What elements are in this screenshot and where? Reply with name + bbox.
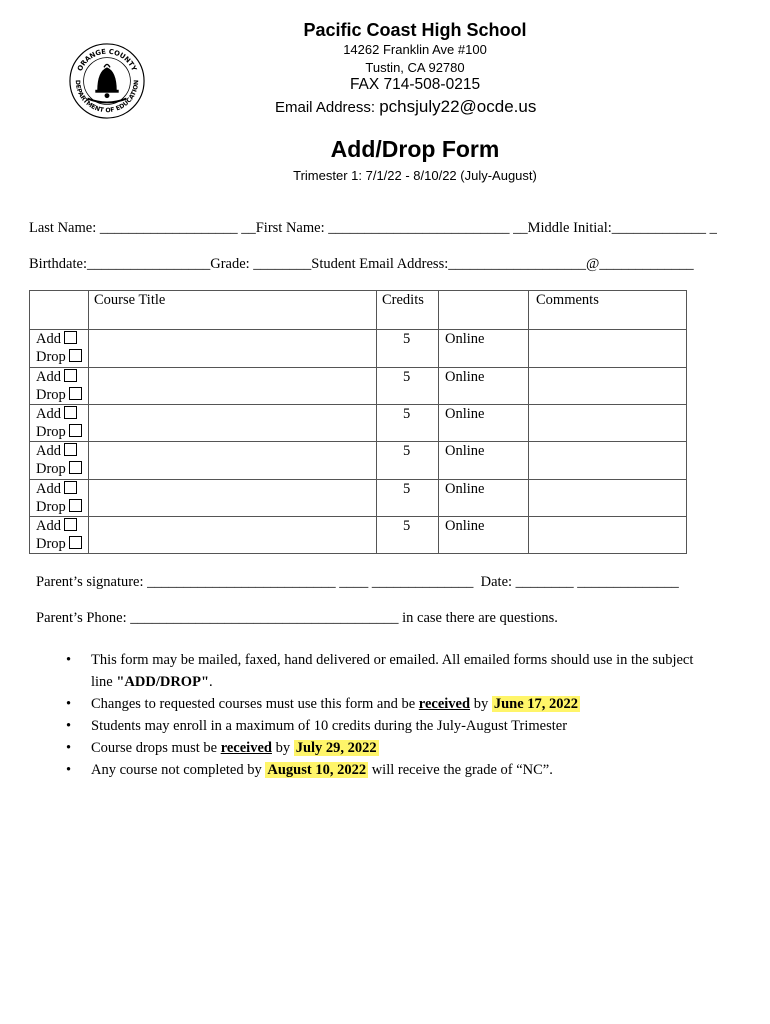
highlight-july-29: July 29, 2022: [295, 740, 377, 756]
add-checkbox[interactable]: [64, 369, 77, 382]
course-type-cell: Online: [445, 481, 485, 497]
add-option[interactable]: Add: [36, 480, 82, 498]
parent-signature-line[interactable]: Parent’s signature: __________________________ ____ ______________ Date: ________ ______________: [36, 574, 679, 590]
name-fields-line[interactable]: Last Name: ___________________ __First Name: _________________________ __Middle Initial:_____________ _: [29, 220, 717, 236]
drop-checkbox[interactable]: [69, 536, 82, 549]
trimester-dates: Trimester 1: 7/1/22 - 8/10/22 (July-August): [293, 168, 537, 183]
rule-drops-deadline: • Course drops must be received by July 29, 2022: [66, 737, 706, 759]
drop-option[interactable]: Drop: [36, 386, 82, 404]
birth-grade-email-line[interactable]: Birthdate:_________________Grade: ________Student Email Address:___________________@_____________: [29, 256, 694, 272]
course-row: [30, 517, 686, 554]
add-checkbox[interactable]: [64, 406, 77, 419]
add-option[interactable]: Add: [36, 405, 82, 423]
course-type-cell: Online: [445, 443, 485, 459]
course-row: [30, 442, 686, 479]
add-option[interactable]: Add: [36, 517, 82, 535]
header-course-title: Course Title: [94, 292, 166, 308]
add-drop-cell: [36, 405, 82, 441]
drop-option[interactable]: Drop: [36, 460, 82, 478]
add-drop-cell: [36, 330, 82, 366]
credits-cell: 5: [403, 481, 411, 497]
add-checkbox[interactable]: [64, 443, 77, 456]
add-checkbox[interactable]: [64, 481, 77, 494]
course-type-cell: Online: [445, 518, 485, 534]
course-row: [30, 480, 686, 517]
rule-submission: • This form may be mailed, faxed, hand delivered or emailed. All emailed forms should use in the subject line "ADD/DROP".: [66, 649, 706, 693]
add-drop-cell: [36, 480, 82, 516]
course-type-cell: Online: [445, 331, 485, 347]
fax-number: FAX 714-508-0215: [349, 76, 481, 93]
course-row: [30, 405, 686, 442]
seal-bottom-text: DEPARTMENT OF EDUCATION: [73, 79, 141, 115]
highlight-august-10: August 10, 2022: [267, 762, 367, 778]
drop-option[interactable]: Drop: [36, 535, 82, 553]
add-drop-cell: [36, 368, 82, 404]
credits-cell: 5: [403, 331, 411, 347]
school-name: Pacific Coast High School: [303, 20, 527, 40]
course-row: [30, 330, 686, 367]
add-checkbox[interactable]: [64, 518, 77, 531]
drop-option[interactable]: Drop: [36, 498, 82, 516]
course-type-cell: Online: [445, 406, 485, 422]
credits-cell: 5: [403, 406, 411, 422]
drop-option[interactable]: Drop: [36, 348, 82, 366]
header-credits: Credits: [382, 292, 424, 308]
parent-phone-line[interactable]: Parent’s Phone: _____________________________________ in case there are questions.: [36, 610, 558, 626]
email-label: Email Address:: [275, 99, 376, 116]
drop-checkbox[interactable]: [69, 499, 82, 512]
drop-checkbox[interactable]: [69, 349, 82, 362]
drop-checkbox[interactable]: [69, 387, 82, 400]
instructions-list: [66, 649, 706, 781]
course-type-cell: Online: [445, 369, 485, 385]
header-comments: Comments: [536, 292, 599, 308]
form-title: Add/Drop Form: [330, 136, 500, 162]
add-option[interactable]: Add: [36, 368, 82, 386]
address-line-2: Tustin, CA 92780: [365, 60, 465, 75]
drop-option[interactable]: Drop: [36, 423, 82, 441]
rule-changes-deadline: • Changes to requested courses must use this form and be received by June 17, 2022: [66, 693, 706, 715]
add-checkbox[interactable]: [64, 331, 77, 344]
course-table: [29, 290, 687, 554]
course-row: [30, 368, 686, 405]
drop-checkbox[interactable]: [69, 424, 82, 437]
credits-cell: 5: [403, 518, 411, 534]
rule-incomplete-grade: • Any course not completed by August 10, 2022 will receive the grade of “NC”.: [66, 759, 706, 781]
credits-cell: 5: [403, 443, 411, 459]
seal-top-text: ORANGE COUNTY: [75, 47, 139, 73]
add-drop-cell: [36, 517, 82, 553]
highlight-june-17: June 17, 2022: [493, 696, 579, 712]
address-line-1: 14262 Franklin Ave #100: [343, 42, 487, 57]
drop-checkbox[interactable]: [69, 461, 82, 474]
rule-max-credits: • Students may enroll in a maximum of 10 credits during the July-August Trimester: [66, 715, 706, 737]
add-option[interactable]: Add: [36, 442, 82, 460]
email-line: [275, 97, 536, 117]
add-option[interactable]: Add: [36, 330, 82, 348]
email-address: pchsjuly22@ocde.us: [379, 97, 537, 116]
add-drop-cell: [36, 442, 82, 478]
credits-cell: 5: [403, 369, 411, 385]
